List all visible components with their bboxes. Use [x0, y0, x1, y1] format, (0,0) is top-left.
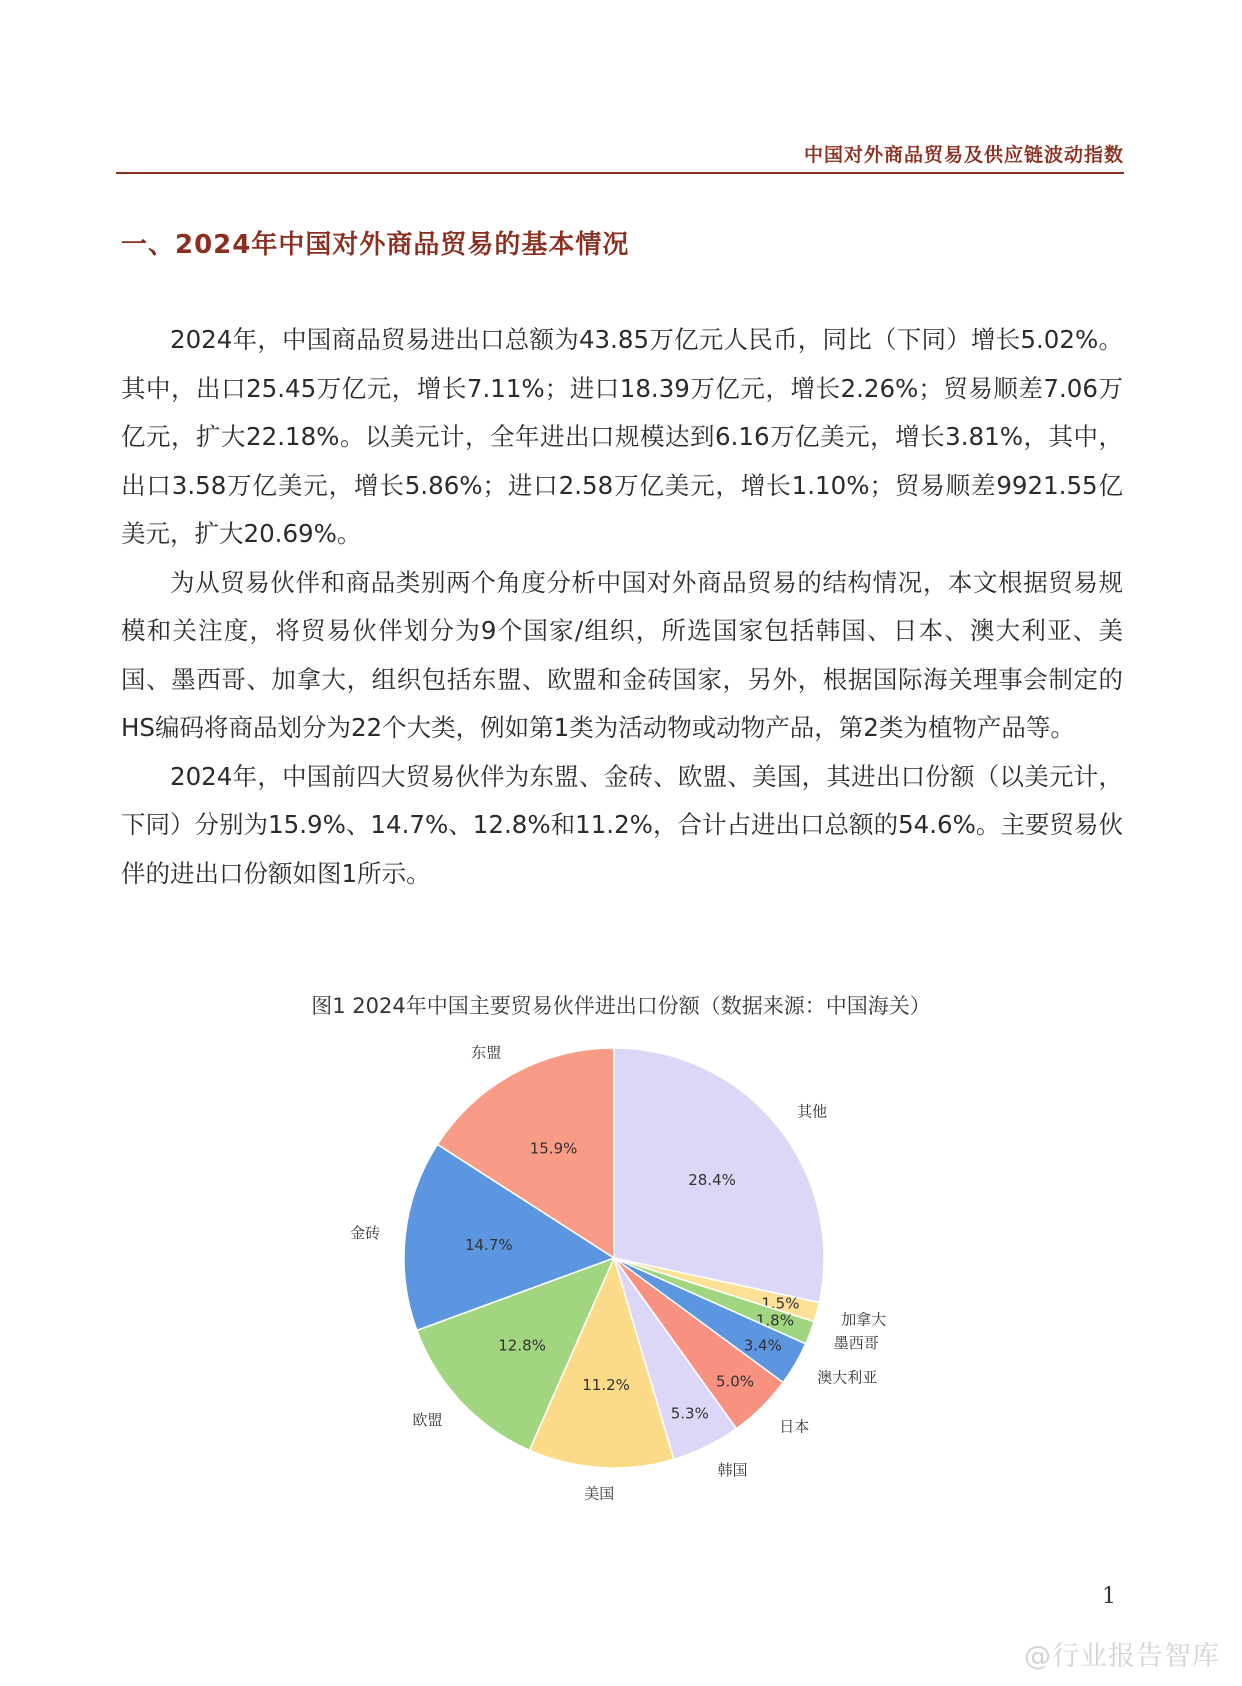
running-header-title: 中国对外商品贸易及供应链波动指数	[803, 144, 1124, 166]
page-number: 1	[1102, 1584, 1116, 1609]
section-heading: 一、2024年中国对外商品贸易的基本情况	[121, 230, 630, 260]
pie-value-label-2: 1.8%	[755, 1311, 794, 1330]
paragraph-methodology: 为从贸易伙伴和商品类别两个角度分析中国对外商品贸易的结构情况，本文根据贸易规模和关注度，将贸易伙伴划分为9个国家/组织，所选国家包括韩国、日本、澳大利亚、美国、墨西哥、加拿大，组织包括东盟、欧盟和金砖国家，另外，根据国际海关理事会制定的HS编码将商品划分为22个大类，例如第1类为活动物或动物产品，第2类为植物产品等。	[121, 567, 1123, 742]
pie-category-label-1: 加拿大	[841, 1310, 887, 1329]
pie-category-label-5: 韩国	[717, 1461, 748, 1480]
pie-category-label-8: 金砖	[350, 1224, 381, 1243]
paragraph-trade-overview: 2024年，中国商品贸易进出口总额为43.85万亿元人民币，同比（下同）增长5.02%。其中，出口25.45万亿元，增长7.11%；进口18.39万亿元，增长2.26%；贸易顺差7.06万亿元，扩大22.18%。以美元计，全年进出口规模达到6.16万亿美元，增长3.81%，其中，出口3.58万亿美元，增长5.86%；进口2.58万亿美元，增长1.10%；贸易顺差9921.55亿美元，扩大20.69%。	[121, 325, 1123, 548]
pie-category-label-4: 日本	[779, 1417, 810, 1436]
pie-value-label-8: 14.7%	[464, 1236, 513, 1255]
pie-category-label-2: 墨西哥	[833, 1333, 879, 1352]
pie-value-label-6: 11.2%	[582, 1375, 630, 1394]
watermark: @行业报告智库	[1024, 1641, 1220, 1672]
pie-category-label-6: 美国	[584, 1484, 615, 1503]
pie-category-label-9: 东盟	[471, 1043, 502, 1062]
pie-value-label-5: 5.3%	[670, 1404, 709, 1423]
pie-value-label-3: 3.4%	[743, 1336, 782, 1355]
pie-category-label-3: 澳大利亚	[817, 1368, 878, 1387]
pie-value-label-9: 15.9%	[529, 1139, 578, 1158]
pie-value-label-7: 12.8%	[498, 1336, 546, 1355]
pie-category-label-0: 其他	[797, 1102, 828, 1121]
pie-value-label-4: 5.0%	[715, 1372, 755, 1391]
figure-caption: 图1 2024年中国主要贸易伙伴进出口份额（数据来源：中国海关）	[311, 994, 931, 1018]
pie-value-label-1: 1.5%	[761, 1294, 800, 1313]
paragraph-top-partners: 2024年，中国前四大贸易伙伴为东盟、金砖、欧盟、美国，其进出口份额（以美元计，下同）分别为15.9%、14.7%、12.8%和11.2%，合计占进出口总额的54.6%。主要贸易伙伴的进出口份额如图1所示。	[121, 761, 1123, 888]
pie-value-label-0: 28.4%	[688, 1170, 736, 1189]
pie-category-label-7: 欧盟	[412, 1411, 443, 1429]
